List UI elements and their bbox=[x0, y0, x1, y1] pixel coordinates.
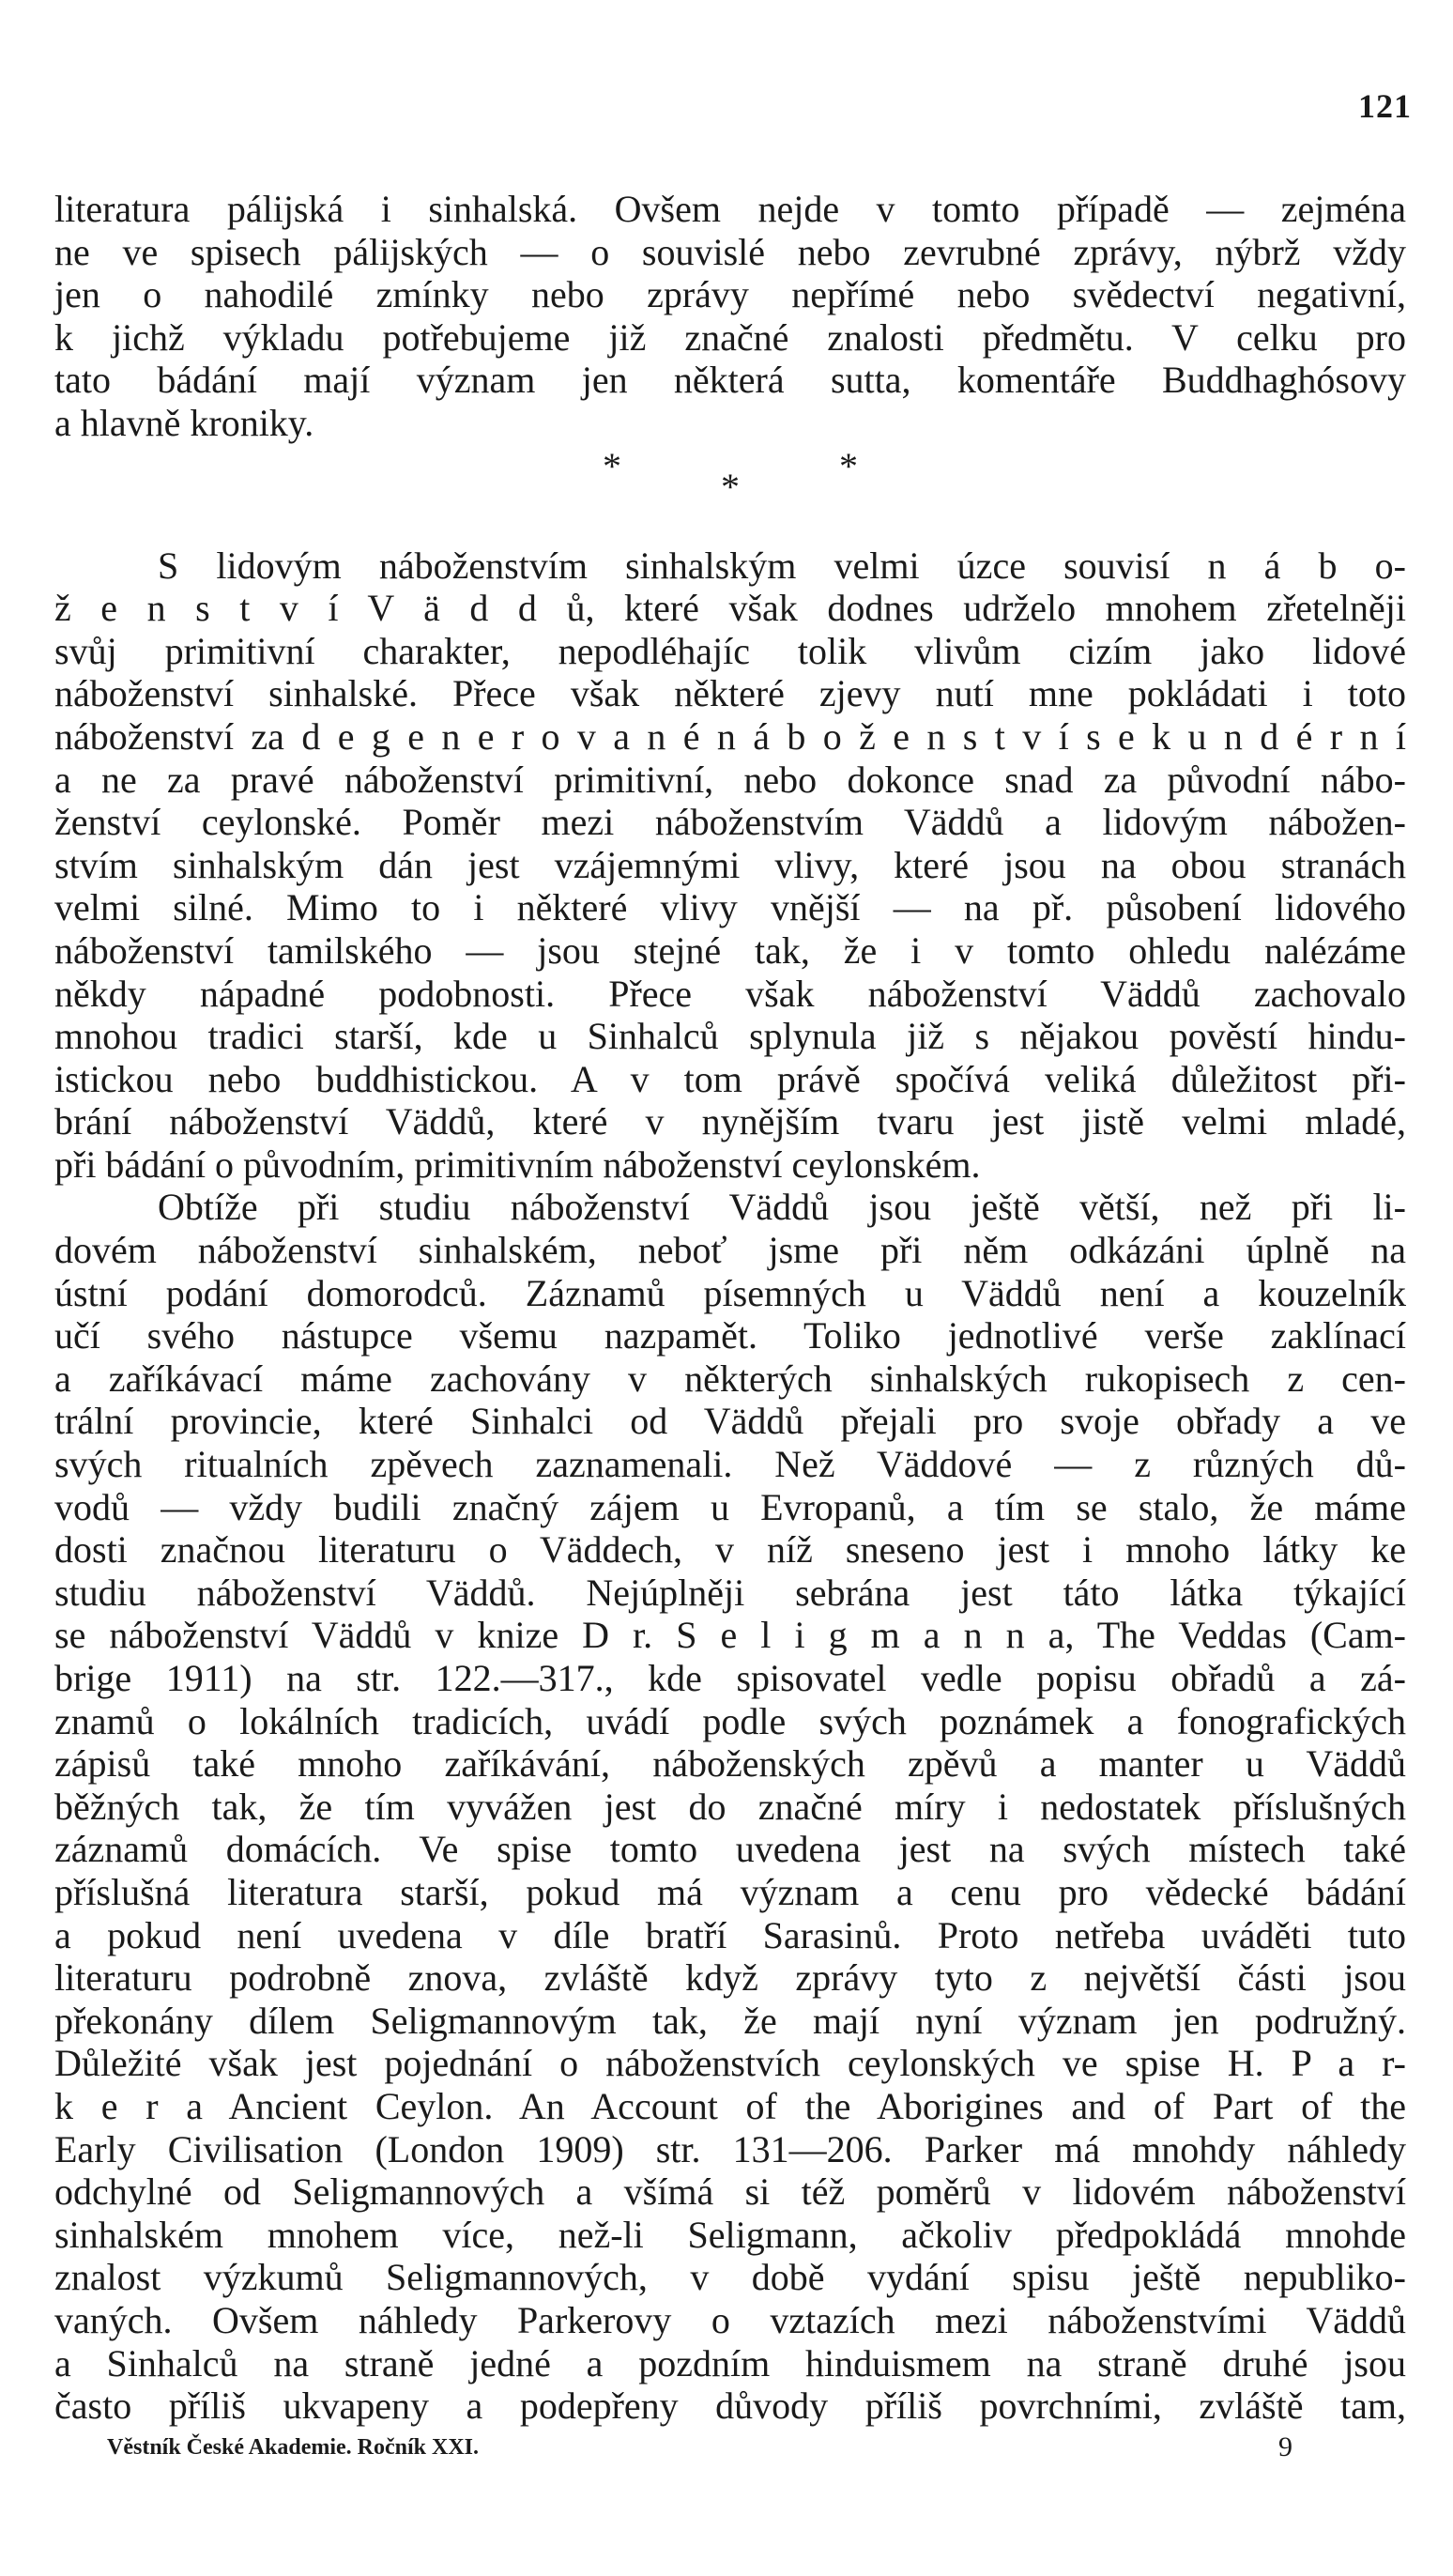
asterisk: * bbox=[721, 465, 740, 508]
text-line: svých ritualních zpěvech zaznamenali. Než Väddové — z různých dů- bbox=[54, 1443, 1406, 1486]
text-line: literatura pálijská i sinhalská. Ovšem nejde v tomto případě — zejména bbox=[54, 188, 1406, 230]
text-line: stvím sinhalským dán jest vzájemnými vlivy, které jsou na obou stranách bbox=[54, 843, 1406, 886]
text-line: ž e n s t v í V ä d d ů, které však dodnes udrželo mnohem zřetelněji bbox=[54, 587, 1406, 630]
text-line: se náboženství Väddů v knize D r. S e l i g m a n n a, The Veddas (Cam- bbox=[54, 1614, 1406, 1657]
text-line: příslušná literatura starší, pokud má význam a cenu pro vědecké bádání bbox=[54, 1870, 1406, 1913]
text-line: k jichž výkladu potřebujeme již značné znalosti předmětu. V celku pro bbox=[54, 315, 1406, 359]
journal-footer: Věstník České Akademie. Ročník XXI. bbox=[107, 2435, 480, 2460]
signature-mark: 9 bbox=[1278, 2431, 1292, 2462]
text-line: znalost výzkumů Seligmannových, v době vydání spisu ještě nepubliko- bbox=[54, 2256, 1406, 2299]
text-line: istickou nebo buddhistickou. A v tom právě spočívá veliká důležitost při- bbox=[54, 1057, 1406, 1100]
text-line: jen o nahodilé zmínky nebo zprávy nepřímé nebo svědectví negativní, bbox=[54, 273, 1406, 316]
text-line: ne ve spisech pálijských — o souvislé nebo zevrubné zprávy, nýbrž vždy bbox=[54, 230, 1406, 273]
text-line: učí svého nástupce všemu nazpamět. Toliko jednotlivé verše zaklínací bbox=[54, 1314, 1406, 1357]
text-line: Obtíže při studiu náboženství Väddů jsou ještě větší, než při li- bbox=[158, 1186, 1406, 1229]
text-line: Důležité však jest pojednání o náboženstvích ceylonských ve spise H. P a r- bbox=[54, 2042, 1406, 2085]
asterisk: * bbox=[603, 444, 621, 487]
text-line: studiu náboženství Väddů. Nejúplněji sebrána jest táto látka týkající bbox=[54, 1571, 1406, 1614]
text-line: tato bádání mají význam jen některá sutta, komentáře Buddhaghósovy bbox=[54, 359, 1406, 402]
text-line: ústní podání domorodců. Záznamů písemných u Väddů není a kouzelník bbox=[54, 1271, 1406, 1314]
text-line: velmi silné. Mimo to i některé vlivy vnější — na př. působení lidového bbox=[54, 886, 1406, 929]
text-line: náboženství sinhalské. Přece však některé zjevy nutí mne pokládati i toto bbox=[54, 672, 1406, 715]
text-line: zápisů také mnoho zaříkávání, náboženských zpěvů a manter u Väddů bbox=[54, 1742, 1406, 1786]
text-line: náboženství tamilského — jsou stejné tak, že i v tomto ohledu nalézáme bbox=[54, 928, 1406, 972]
text-line: běžných tak, že tím vyvážen jest do značné míry i nedostatek příslušných bbox=[54, 1785, 1406, 1828]
text-line: a Sinhalců na straně jedné a pozdním hinduismem na straně druhé jsou bbox=[54, 2341, 1406, 2384]
text-line: S lidovým náboženstvím sinhalským velmi úzce souvisí n á b o- bbox=[158, 544, 1406, 587]
text-line: trální provincie, které Sinhalci od Väddů přejali pro svoje obřady a ve bbox=[54, 1400, 1406, 1443]
text-line: znamů o lokálních tradicích, uvádí podle svých poznámek a fonografických bbox=[54, 1699, 1406, 1742]
text-line: vodů — vždy budili značný zájem u Evropanů, a tím se stalo, že máme bbox=[54, 1485, 1406, 1528]
text-line: odchylné od Seligmannových a všímá si též poměrů v lidovém náboženství bbox=[54, 2170, 1406, 2214]
text-line: Early Civilisation (London 1909) str. 131—206. Parker má mnohdy náhledy bbox=[54, 2127, 1406, 2170]
text-line: a zaříkávací máme zachovány v některých sinhalských rukopisech z cen- bbox=[54, 1357, 1406, 1400]
text-line: při bádání o původním, primitivním náboženství ceylonském. bbox=[54, 1142, 981, 1186]
text-line: svůj primitivní charakter, nepodléhajíc tolik vlivům cizím jako lidové bbox=[54, 629, 1406, 672]
text-line: překonány dílem Seligmannovým tak, že mají nyní význam jen podružný. bbox=[54, 1999, 1406, 2042]
text-line: brání náboženství Väddů, které v nynějším tvaru jest jistě velmi mladé, bbox=[54, 1100, 1406, 1143]
text-line: sinhalském mnohem více, než-li Seligmann, ačkoliv předpokládá mnohde bbox=[54, 2213, 1406, 2256]
section-separator bbox=[54, 445, 1406, 513]
text-line: ženství ceylonské. Poměr mezi náboženstvím Väddů a lidovým nábožen- bbox=[54, 801, 1406, 844]
text-line: někdy nápadné podobnosti. Přece však náboženství Väddů zachovalo bbox=[54, 972, 1406, 1015]
text-line: literaturu podrobně znova, zvláště když zprávy tyto z největší části jsou bbox=[54, 1956, 1406, 2000]
page-number: 121 bbox=[1358, 87, 1412, 125]
text-line: často příliš ukvapeny a podepřeny důvody příliš povrchními, zvláště tam, bbox=[54, 2384, 1406, 2428]
text-line: náboženství za d e g e n e r o v a n é n á b o ž e n s t v í s e k u n d é r n í bbox=[54, 714, 1406, 758]
text-line: záznamů domácích. Ve spise tomto uvedena jest na svých místech také bbox=[54, 1828, 1406, 1871]
text-line: mnohou tradici starší, kde u Sinhalců splynula již s nějakou pověstí hindu- bbox=[54, 1015, 1406, 1058]
text-line: k e r a Ancient Ceylon. An Account of the Aborigines and of Part of the bbox=[54, 2084, 1406, 2127]
text-line: dovém náboženství sinhalském, neboť jsme při něm odkázáni úplně na bbox=[54, 1229, 1406, 1272]
text-line: dosti značnou literaturu o Väddech, v níž sneseno jest i mnoho látky ke bbox=[54, 1528, 1406, 1572]
text-line: a hlavně kroniky. bbox=[54, 401, 314, 444]
asterisk: * bbox=[839, 444, 858, 487]
text-line: a ne za pravé náboženství primitivní, nebo dokonce snad za původní nábo- bbox=[54, 758, 1406, 801]
text-line: vaných. Ovšem náhledy Parkerovy o vztazích mezi náboženstvími Väddů bbox=[54, 2298, 1406, 2341]
text-line: a pokud není uvedena v díle bratří Sarasinů. Proto netřeba uváděti tuto bbox=[54, 1913, 1406, 1956]
body-text bbox=[54, 188, 1406, 2428]
text-line: brige 1911) na str. 122.—317., kde spisovatel vedle popisu obřadů a zá- bbox=[54, 1657, 1406, 1699]
